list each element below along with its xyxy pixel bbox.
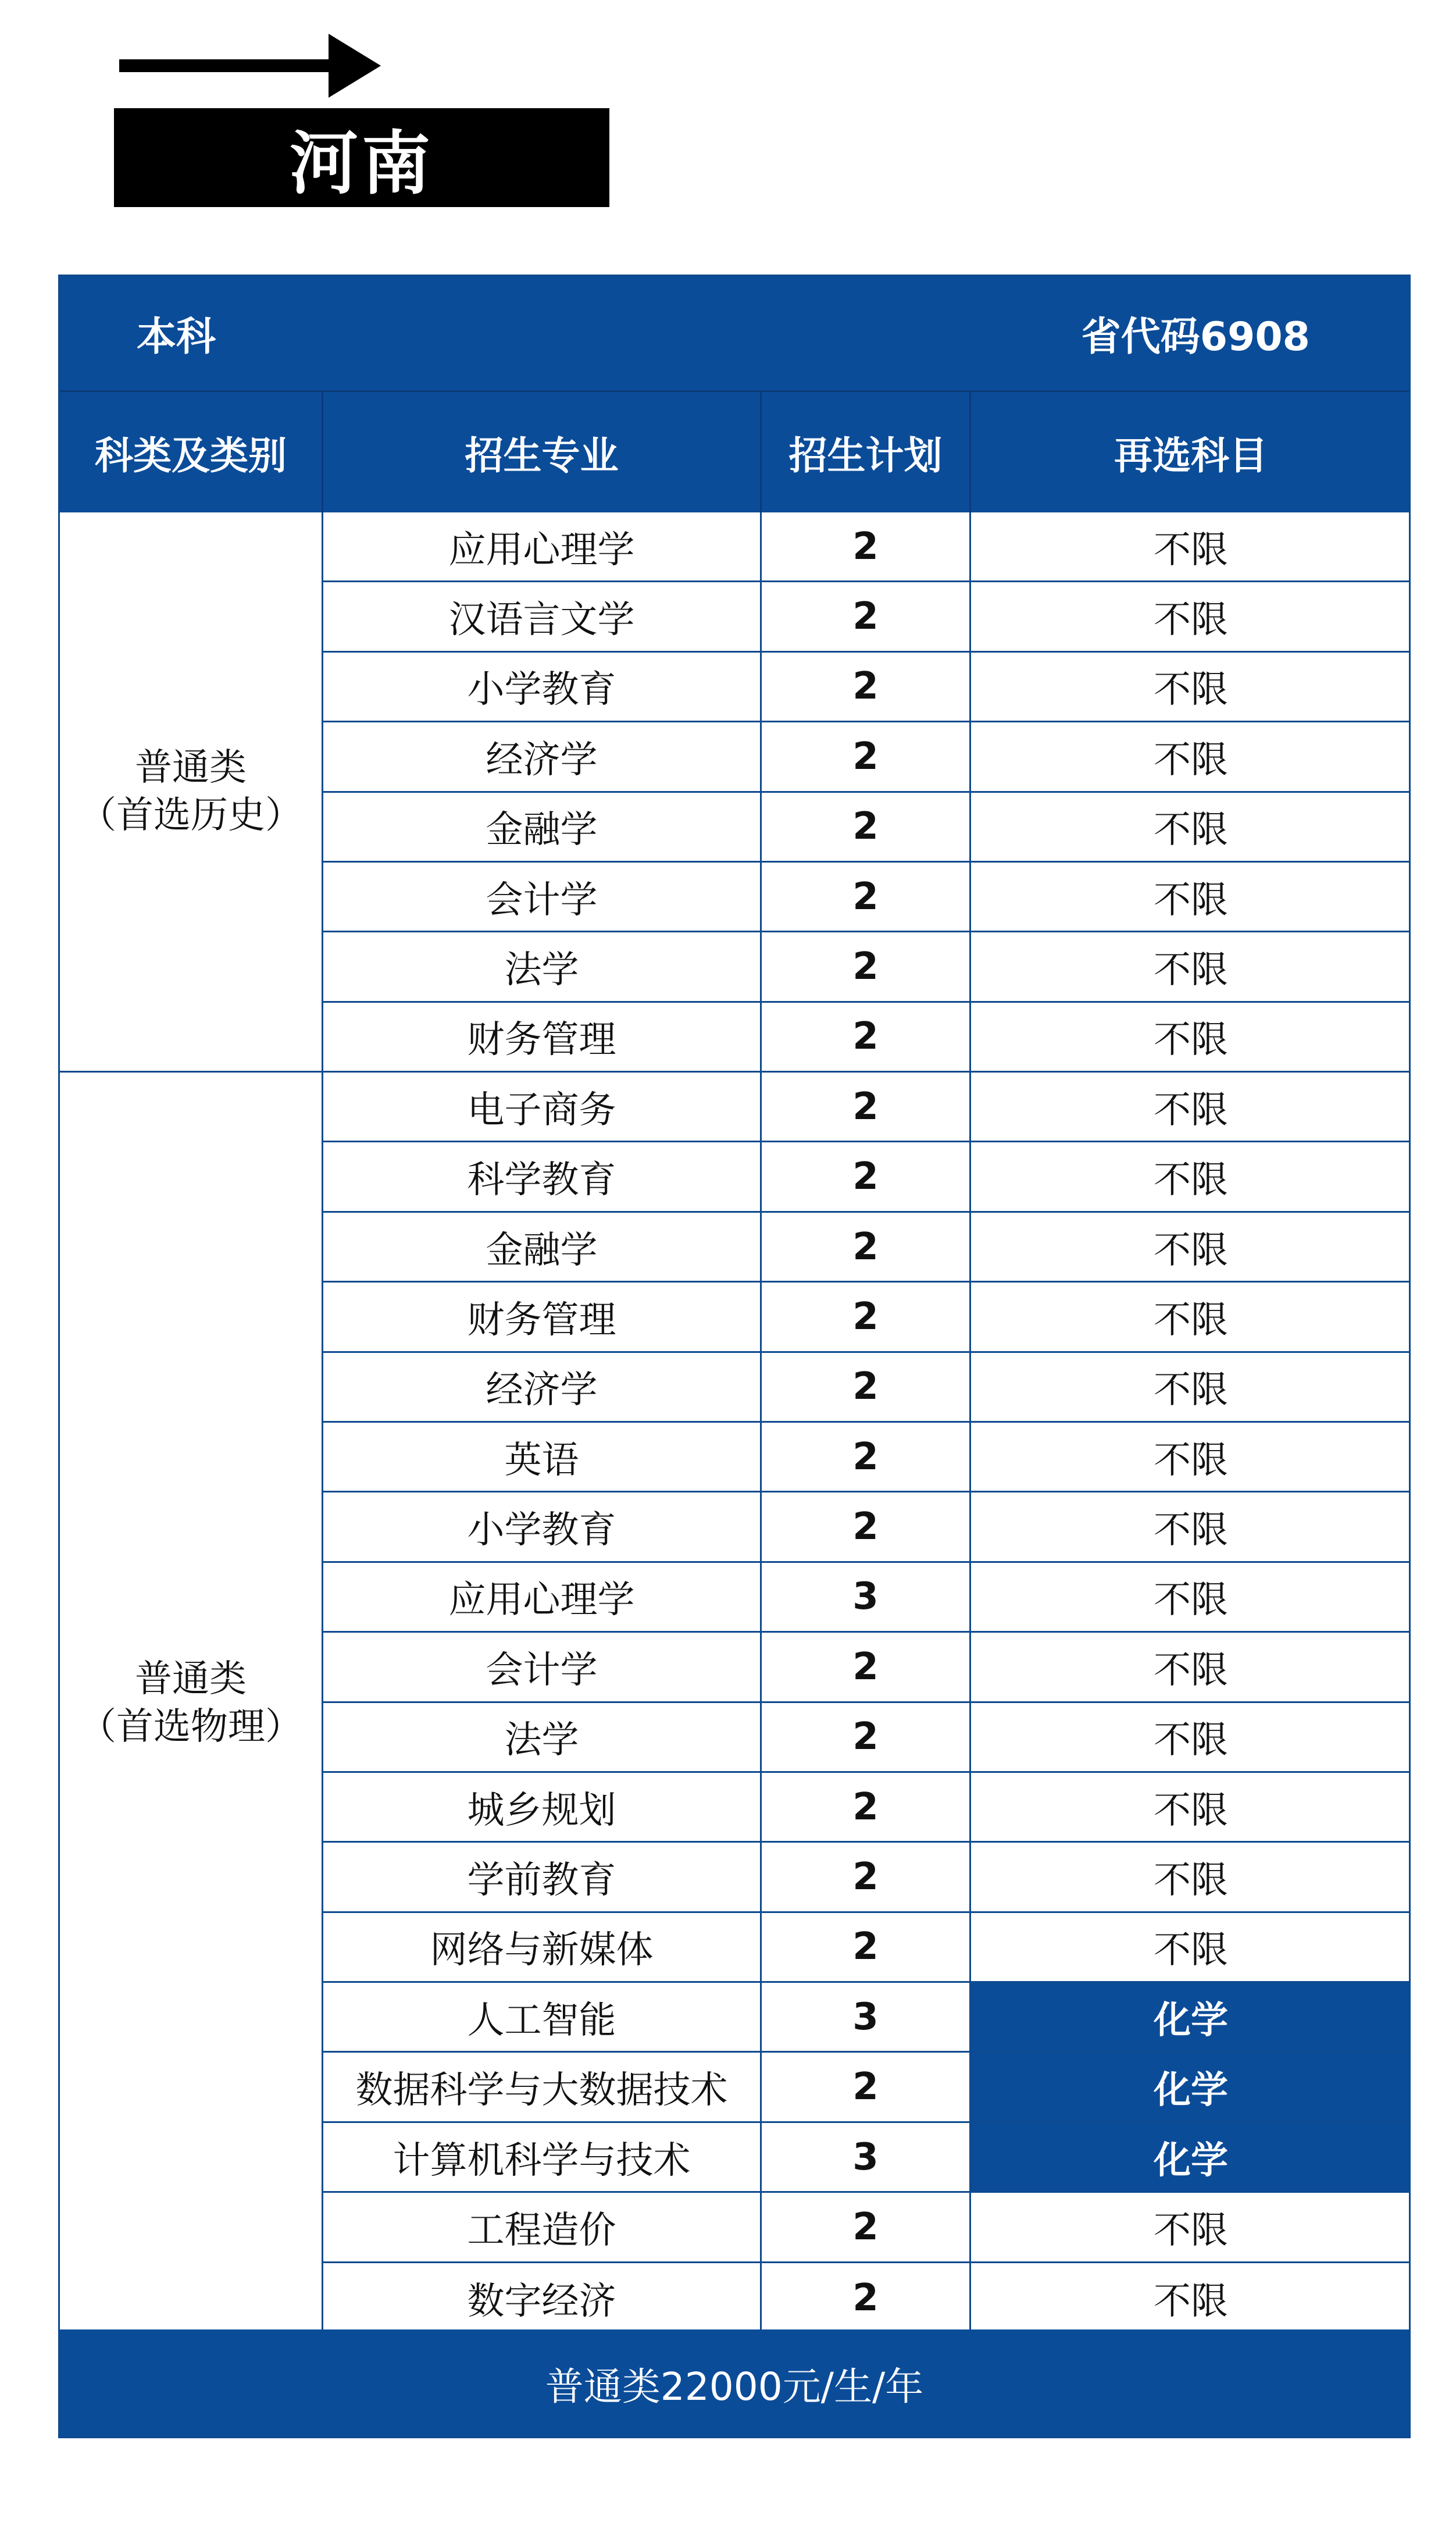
subject-cell: 不限 — [1154, 1438, 1228, 1482]
major-cell: 数字经济 — [323, 2263, 762, 2333]
subject-cell: 不限 — [1154, 1719, 1228, 1762]
category-line2: （首选历史） — [79, 794, 302, 837]
major-cell: 电子商务 — [323, 1073, 762, 1141]
table-row — [323, 1913, 1411, 1983]
category-line1: 普通类 — [135, 1657, 247, 1701]
major-cell: 财务管理 — [323, 1003, 762, 1071]
subject-cell: 不限 — [1154, 2208, 1228, 2252]
plan-cell: 2 — [762, 793, 971, 861]
plan-cell: 3 — [762, 1563, 971, 1631]
table-row — [323, 1073, 1411, 1142]
major-cell: 汉语言文学 — [323, 582, 762, 650]
subject-cell: 不限 — [1154, 808, 1228, 852]
subject-cell: 化学 — [971, 2123, 1411, 2191]
admission-table — [58, 275, 1411, 2438]
plan-cell: 2 — [762, 1913, 971, 1981]
table-row — [323, 582, 1411, 652]
plan-cell: 2 — [762, 1003, 971, 1071]
table-row — [323, 2123, 1411, 2193]
plan-cell: 2 — [762, 1073, 971, 1141]
major-cell: 网络与新媒体 — [323, 1913, 762, 1981]
category-cell-history — [60, 512, 323, 1073]
column-header-category: 科类及类别 — [60, 392, 323, 512]
subject-cell: 化学 — [971, 2053, 1411, 2121]
major-cell: 法学 — [323, 1703, 762, 1771]
level-label: 本科 — [137, 314, 216, 360]
subject-cell: 化学 — [971, 1983, 1411, 2051]
table-row — [323, 653, 1411, 722]
plan-cell: 2 — [762, 1773, 971, 1841]
subject-cell: 不限 — [1154, 2279, 1228, 2323]
table-row — [323, 1633, 1411, 1702]
major-cell: 金融学 — [323, 793, 762, 861]
tuition-footer: 普通类22000元/生/年 — [60, 2329, 1409, 2436]
table-row — [323, 1003, 1411, 1073]
plan-cell: 2 — [762, 932, 971, 1000]
category-line1: 普通类 — [135, 746, 247, 789]
major-cell: 法学 — [323, 932, 762, 1000]
major-cell: 小学教育 — [323, 1492, 762, 1561]
table-row — [323, 1423, 1411, 1492]
subject-cell: 不限 — [1154, 1789, 1228, 1832]
plan-cell: 2 — [762, 1633, 971, 1701]
major-cell: 金融学 — [323, 1213, 762, 1281]
major-cell: 小学教育 — [323, 653, 762, 721]
category-cell-physics — [60, 1073, 323, 2333]
province-title: 河南 — [114, 108, 609, 207]
subject-cell: 不限 — [1154, 738, 1228, 782]
subject-cell: 不限 — [1154, 1018, 1228, 1062]
major-cell: 计算机科学与技术 — [323, 2123, 762, 2191]
province-code-label: 省代码6908 — [1081, 314, 1310, 360]
table-row — [323, 1843, 1411, 1912]
major-cell: 财务管理 — [323, 1283, 762, 1351]
subject-cell: 不限 — [1154, 1369, 1228, 1412]
table-row — [323, 512, 1411, 582]
subject-cell: 不限 — [1154, 1228, 1228, 1272]
subject-cell: 不限 — [1154, 1509, 1228, 1552]
column-header-plan: 招生计划 — [762, 392, 971, 512]
subject-cell: 不限 — [1154, 668, 1228, 712]
subject-cell: 不限 — [1154, 528, 1228, 572]
table-row — [323, 1142, 1411, 1212]
plan-cell: 2 — [762, 653, 971, 721]
major-cell: 英语 — [323, 1423, 762, 1491]
category-column — [60, 512, 323, 2333]
plan-cell: 2 — [762, 1492, 971, 1561]
plan-cell: 2 — [762, 863, 971, 931]
plan-cell: 2 — [762, 1353, 971, 1421]
column-header-major: 招生专业 — [323, 392, 762, 512]
plan-cell: 3 — [762, 2123, 971, 2191]
rows-container — [323, 512, 1411, 2333]
subject-cell: 不限 — [1154, 1858, 1228, 1902]
major-cell: 学前教育 — [323, 1843, 762, 1911]
subject-cell: 不限 — [1154, 878, 1228, 922]
category-line2: （首选物理） — [79, 1705, 302, 1748]
table-row — [323, 1492, 1411, 1562]
subject-cell: 不限 — [1154, 1298, 1228, 1342]
table-row — [323, 793, 1411, 863]
major-cell: 经济学 — [323, 722, 762, 790]
column-headers — [60, 390, 1409, 512]
subject-cell: 不限 — [1154, 1648, 1228, 1692]
table-row — [323, 2263, 1411, 2333]
subject-cell: 不限 — [1154, 1159, 1228, 1202]
subject-cell: 不限 — [1154, 599, 1228, 642]
plan-cell: 2 — [762, 1142, 971, 1210]
table-row — [323, 1773, 1411, 1843]
plan-cell: 2 — [762, 1423, 971, 1491]
table-body — [60, 512, 1409, 2333]
subject-cell: 不限 — [1154, 1929, 1228, 1972]
plan-cell: 2 — [762, 1283, 971, 1351]
table-row — [323, 932, 1411, 1002]
subject-cell: 不限 — [1154, 948, 1228, 992]
arrow-right-icon — [119, 34, 381, 98]
table-row — [323, 1353, 1411, 1423]
plan-cell: 2 — [762, 1213, 971, 1281]
table-row — [323, 1213, 1411, 1283]
column-header-subject: 再选科目 — [1114, 433, 1268, 478]
plan-cell: 3 — [762, 1983, 971, 2051]
table-row — [323, 1703, 1411, 1773]
plan-cell: 2 — [762, 1843, 971, 1911]
table-row — [323, 2193, 1411, 2263]
table-row — [323, 1283, 1411, 1352]
plan-cell: 2 — [762, 1703, 971, 1771]
plan-cell: 2 — [762, 512, 971, 580]
plan-cell: 2 — [762, 582, 971, 650]
plan-cell: 2 — [762, 2053, 971, 2121]
major-cell: 应用心理学 — [323, 1563, 762, 1631]
table-header-bar — [60, 276, 1409, 390]
subject-cell: 不限 — [1154, 1088, 1228, 1132]
major-cell: 工程造价 — [323, 2193, 762, 2261]
table-row — [323, 2053, 1411, 2122]
plan-cell: 2 — [762, 722, 971, 790]
major-cell: 应用心理学 — [323, 512, 762, 580]
major-cell: 会计学 — [323, 863, 762, 931]
major-cell: 经济学 — [323, 1353, 762, 1421]
table-row — [323, 1983, 1411, 2053]
plan-cell: 2 — [762, 2193, 971, 2261]
major-cell: 数据科学与大数据技术 — [323, 2053, 762, 2121]
plan-cell: 2 — [762, 2263, 971, 2333]
major-cell: 人工智能 — [323, 1983, 762, 2051]
table-row — [323, 1563, 1411, 1633]
major-cell: 科学教育 — [323, 1142, 762, 1210]
table-row — [323, 722, 1411, 792]
table-row — [323, 863, 1411, 932]
subject-cell: 不限 — [1154, 1579, 1228, 1622]
major-cell: 城乡规划 — [323, 1773, 762, 1841]
major-cell: 会计学 — [323, 1633, 762, 1701]
